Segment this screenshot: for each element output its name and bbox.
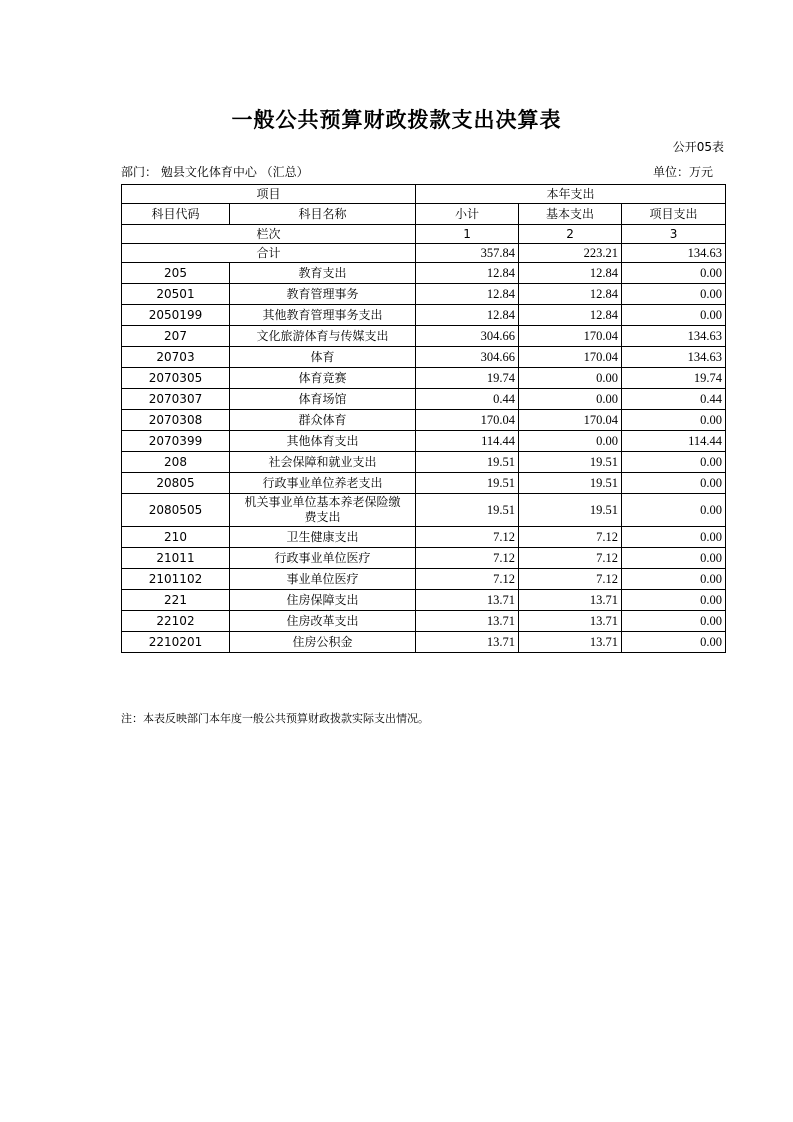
column-number-2: 2 [519, 225, 622, 244]
row-item: 0.00 [622, 494, 726, 527]
table-row [122, 632, 726, 653]
table-row [122, 263, 726, 284]
header-basic: 基本支出 [519, 204, 622, 225]
table-row [122, 494, 726, 527]
row-code: 2070307 [122, 389, 230, 410]
row-subtotal: 12.84 [416, 284, 519, 305]
table-row [122, 452, 726, 473]
row-basic: 13.71 [519, 590, 622, 611]
table-row [122, 389, 726, 410]
row-basic: 0.00 [519, 431, 622, 452]
row-code: 20703 [122, 347, 230, 368]
row-subtotal: 170.04 [416, 410, 519, 431]
unit-label: 单位：万元 [652, 165, 713, 179]
page-title: 一般公共预算财政拨款支出决算表 [231, 108, 562, 132]
row-basic: 19.51 [519, 452, 622, 473]
row-subtotal: 7.12 [416, 548, 519, 569]
row-basic: 0.00 [519, 368, 622, 389]
row-subtotal: 7.12 [416, 569, 519, 590]
row-subtotal: 114.44 [416, 431, 519, 452]
row-subtotal: 19.51 [416, 473, 519, 494]
row-item: 0.00 [622, 632, 726, 653]
row-subtotal: 12.84 [416, 305, 519, 326]
table-row [122, 284, 726, 305]
header-item: 项目支出 [622, 204, 726, 225]
total-row [122, 244, 726, 263]
row-code: 210 [122, 527, 230, 548]
row-code: 2070308 [122, 410, 230, 431]
row-code: 2070399 [122, 431, 230, 452]
row-name: 社会保障和就业支出 [230, 452, 416, 473]
column-number-1: 1 [416, 225, 519, 244]
row-item: 0.44 [622, 389, 726, 410]
row-code: 22102 [122, 611, 230, 632]
row-subtotal: 12.84 [416, 263, 519, 284]
row-code: 205 [122, 263, 230, 284]
row-basic: 12.84 [519, 263, 622, 284]
table-row [122, 305, 726, 326]
row-item: 114.44 [622, 431, 726, 452]
row-item: 0.00 [622, 527, 726, 548]
row-subtotal: 19.51 [416, 494, 519, 527]
row-name: 行政事业单位医疗 [230, 548, 416, 569]
header-current-year: 本年支出 [416, 185, 726, 204]
row-name: 体育竞赛 [230, 368, 416, 389]
row-subtotal: 304.66 [416, 347, 519, 368]
row-item: 0.00 [622, 569, 726, 590]
row-code: 2101102 [122, 569, 230, 590]
header-name: 科目名称 [230, 204, 416, 225]
row-code: 2050199 [122, 305, 230, 326]
row-subtotal: 0.44 [416, 389, 519, 410]
row-basic: 170.04 [519, 326, 622, 347]
row-code: 207 [122, 326, 230, 347]
row-basic: 13.71 [519, 611, 622, 632]
row-item: 134.63 [622, 347, 726, 368]
row-name: 教育支出 [230, 263, 416, 284]
total-item: 134.63 [622, 244, 726, 263]
row-name: 住房改革支出 [230, 611, 416, 632]
row-basic: 13.71 [519, 632, 622, 653]
row-name: 住房保障支出 [230, 590, 416, 611]
row-name: 事业单位医疗 [230, 569, 416, 590]
footnote: 注：本表反映部门本年度一般公共预算财政拨款实际支出情况。 [121, 712, 429, 725]
row-subtotal: 13.71 [416, 632, 519, 653]
row-item: 0.00 [622, 263, 726, 284]
table-row [122, 590, 726, 611]
row-item: 134.63 [622, 326, 726, 347]
column-row-label: 栏次 [122, 225, 416, 244]
row-name: 文化旅游体育与传媒支出 [230, 326, 416, 347]
table-row [122, 473, 726, 494]
table-row [122, 410, 726, 431]
row-item: 0.00 [622, 452, 726, 473]
row-subtotal: 304.66 [416, 326, 519, 347]
row-basic: 12.84 [519, 284, 622, 305]
row-code: 2080505 [122, 494, 230, 527]
row-code: 20501 [122, 284, 230, 305]
row-code: 20805 [122, 473, 230, 494]
row-basic: 19.51 [519, 494, 622, 527]
row-name: 教育管理事务 [230, 284, 416, 305]
row-code: 21011 [122, 548, 230, 569]
row-code: 2210201 [122, 632, 230, 653]
row-basic: 170.04 [519, 410, 622, 431]
row-name: 卫生健康支出 [230, 527, 416, 548]
row-item: 19.74 [622, 368, 726, 389]
row-name: 机关事业单位基本养老保险缴费支出 [230, 494, 416, 527]
row-item: 0.00 [622, 284, 726, 305]
header-project: 项目 [122, 185, 416, 204]
row-name: 体育场馆 [230, 389, 416, 410]
row-subtotal: 19.51 [416, 452, 519, 473]
row-name: 群众体育 [230, 410, 416, 431]
table-row [122, 431, 726, 452]
row-basic: 7.12 [519, 569, 622, 590]
table-row [122, 569, 726, 590]
column-number-row [122, 225, 726, 244]
department-label: 部门： 勉县文化体育中心 （汇总） [121, 165, 309, 179]
row-code: 2070305 [122, 368, 230, 389]
row-basic: 7.12 [519, 548, 622, 569]
row-code: 208 [122, 452, 230, 473]
table-row [122, 527, 726, 548]
header-row-1 [122, 185, 726, 204]
row-name: 住房公积金 [230, 632, 416, 653]
row-name: 行政事业单位养老支出 [230, 473, 416, 494]
column-number-3: 3 [622, 225, 726, 244]
table-row [122, 347, 726, 368]
row-name: 其他体育支出 [230, 431, 416, 452]
row-item: 0.00 [622, 548, 726, 569]
row-subtotal: 7.12 [416, 527, 519, 548]
row-basic: 19.51 [519, 473, 622, 494]
row-subtotal: 13.71 [416, 611, 519, 632]
row-subtotal: 13.71 [416, 590, 519, 611]
row-basic: 12.84 [519, 305, 622, 326]
header-subtotal: 小计 [416, 204, 519, 225]
table-row [122, 548, 726, 569]
form-code: 公开05表 [672, 140, 724, 154]
row-basic: 170.04 [519, 347, 622, 368]
row-name: 其他教育管理事务支出 [230, 305, 416, 326]
table-row [122, 368, 726, 389]
row-basic: 0.00 [519, 389, 622, 410]
total-basic: 223.21 [519, 244, 622, 263]
total-subtotal: 357.84 [416, 244, 519, 263]
row-name: 体育 [230, 347, 416, 368]
header-code: 科目代码 [122, 204, 230, 225]
total-label: 合计 [122, 244, 416, 263]
row-subtotal: 19.74 [416, 368, 519, 389]
row-code: 221 [122, 590, 230, 611]
table-row [122, 611, 726, 632]
header-row-2 [122, 204, 726, 225]
row-item: 0.00 [622, 611, 726, 632]
row-basic: 7.12 [519, 527, 622, 548]
table-row [122, 326, 726, 347]
row-item: 0.00 [622, 410, 726, 431]
row-item: 0.00 [622, 305, 726, 326]
row-item: 0.00 [622, 473, 726, 494]
expenditure-table [121, 184, 726, 653]
row-item: 0.00 [622, 590, 726, 611]
